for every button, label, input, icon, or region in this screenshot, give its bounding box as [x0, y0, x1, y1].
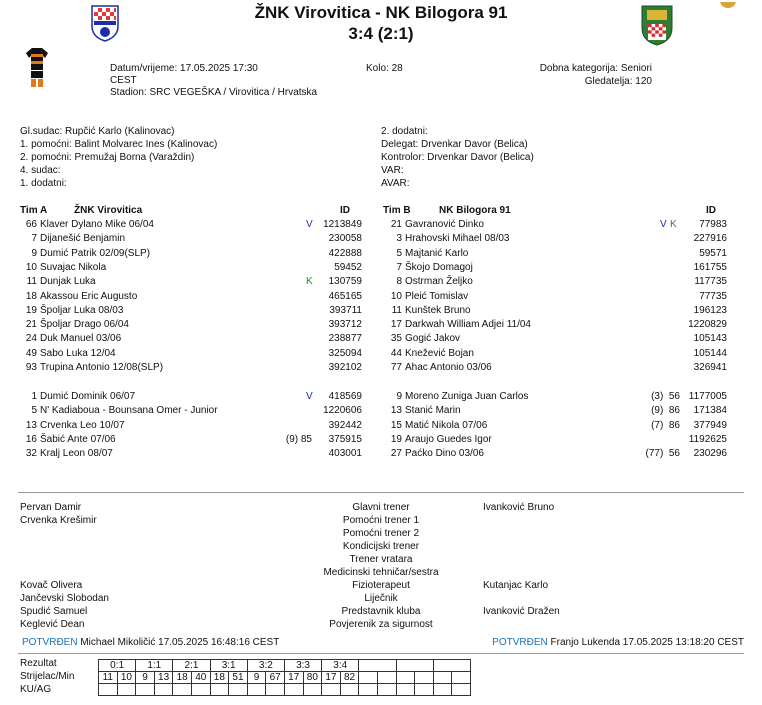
player-number: 3 [396, 233, 402, 245]
official-line: Kontrolor: Drvenkar Davor (Belica) [381, 152, 534, 163]
match-stadium: Stadion: SRC VEGEŠKA / Virovitica / Hrvatska [110, 87, 318, 98]
ku-ag-cell [396, 684, 415, 696]
sub-player-row [381, 433, 727, 447]
grid-divider [18, 653, 744, 654]
scorer-cell: 17 [322, 672, 341, 684]
player-number: 11 [26, 276, 37, 288]
staff-role: Pomoćni trener 1 [342, 515, 420, 526]
match-timezone: CEST [110, 75, 137, 86]
ku-ag-cell [191, 684, 210, 696]
scorer-cell: 51 [229, 672, 248, 684]
staff-role: Glavni trener [352, 502, 410, 513]
player-number: 1 [31, 391, 37, 402]
player-number: 77 [390, 362, 402, 373]
sub-info: (7) 86 [651, 419, 680, 431]
ku-ag-cell [377, 684, 396, 696]
scorer-cell: 11 [99, 672, 118, 684]
player-mark: V [306, 391, 313, 402]
sub-info: (3) 56 [651, 391, 680, 402]
score-cell [433, 660, 470, 672]
sub-player-row [20, 404, 365, 418]
player-id: 105144 [693, 347, 727, 359]
player-row [381, 275, 727, 289]
player-number: 18 [25, 290, 37, 302]
player-name: Dijanešić Benjamin [40, 233, 126, 245]
scorer-cell: 67 [266, 672, 285, 684]
player-row [20, 290, 365, 304]
ku-ag-cell [247, 684, 266, 696]
player-number: 17 [390, 319, 402, 331]
team-b-id-header: ID [706, 205, 716, 216]
player-name: Trupina Antonio 12/08(SLP) [40, 362, 164, 373]
player-name: Ostrman Željko [405, 276, 473, 288]
player-name: Dumić Dominik 06/07 [40, 391, 136, 402]
score-cell [396, 660, 433, 672]
scorer-cell [452, 672, 471, 684]
player-row [20, 304, 365, 318]
player-name: Duk Manuel 03/06 [40, 333, 122, 345]
sub-info: (9) 85 [285, 433, 312, 445]
sub-info: (77) 56 [645, 448, 680, 460]
team-b-label: Tim B [383, 205, 411, 216]
official-line: Gl.sudac: Rupčić Karlo (Kalinovac) [20, 126, 175, 137]
scorer-cell: 18 [173, 672, 192, 684]
player-name: Ahac Antonio 03/06 [405, 362, 492, 373]
ku-ag-cell [117, 684, 136, 696]
confirm-right-tag: POTVRĐEN [492, 637, 548, 648]
player-number: 44 [390, 347, 402, 359]
player-name: Akassou Eric Augusto [40, 290, 138, 302]
ku-ag-cell [340, 684, 359, 696]
player-name: Škojo Domagoj [405, 261, 473, 273]
ku-ag-cell [433, 684, 452, 696]
sub-player-row [381, 390, 727, 404]
player-name: Moreno Zuniga Juan Carlos [405, 391, 529, 402]
player-name: Gavranović Dinko [405, 219, 484, 230]
scorer-cell: 80 [303, 672, 322, 684]
player-id: 227916 [693, 233, 727, 245]
ku-ag-cell [284, 684, 303, 696]
ku-ag-cell [173, 684, 192, 696]
scorer-cell: 17 [284, 672, 303, 684]
player-row [20, 361, 365, 375]
player-name: Kunštek Bruno [405, 304, 471, 316]
section-divider [18, 492, 744, 493]
match-category: Dobna kategorija: Seniori [539, 63, 652, 74]
score-cell: 2:1 [173, 660, 210, 672]
player-id: 377949 [693, 419, 727, 431]
player-id: 230296 [693, 448, 727, 460]
player-row [20, 275, 365, 289]
player-number: 10 [390, 290, 402, 302]
player-id: 392442 [328, 419, 362, 431]
player-id: 59452 [334, 261, 362, 273]
scorer-cell: 13 [154, 672, 173, 684]
official-line: 2. dodatni: [381, 126, 428, 137]
score-cell: 3:4 [322, 660, 359, 672]
player-number: 11 [391, 304, 402, 316]
player-id: 1177005 [688, 391, 727, 402]
player-id: 392102 [328, 362, 362, 373]
match-round: Kolo: 28 [366, 63, 403, 74]
ku-ag-cell [415, 684, 434, 696]
player-mark: K [306, 276, 313, 288]
team-a-name: ŽNK Virovitica [74, 205, 143, 216]
player-number: 21 [25, 319, 37, 331]
player-mark: V [306, 219, 313, 230]
player-id: 465165 [328, 290, 362, 302]
player-row [20, 232, 365, 246]
official-line: Delegat: Drvenkar Davor (Belica) [381, 139, 528, 150]
player-number: 93 [25, 362, 37, 373]
player-row [381, 232, 727, 246]
player-id: 326941 [693, 362, 727, 373]
player-number: 8 [396, 276, 402, 288]
player-id: 196123 [693, 304, 727, 316]
player-name: Šabić Ante 07/06 [40, 433, 116, 445]
official-line: AVAR: [381, 178, 410, 189]
staff-home: Kovač Olivera [20, 580, 83, 591]
sub-player-row [20, 419, 365, 433]
player-name: Crvenka Leo 10/07 [40, 419, 125, 431]
result-label: Rezultat [20, 658, 57, 669]
official-line: VAR: [381, 165, 404, 176]
player-name: Stanić Marin [405, 405, 461, 417]
ku-ag-cell [322, 684, 341, 696]
score-cell: 3:1 [210, 660, 247, 672]
player-row [381, 247, 727, 261]
confirm-right [492, 637, 744, 648]
player-id: 1192625 [688, 433, 727, 445]
sub-player-row [20, 433, 365, 447]
player-number: 13 [390, 405, 402, 417]
player-name: Špoljar Drago 06/04 [40, 319, 129, 331]
staff-role: Fizioterapeut [352, 580, 410, 591]
player-number: 27 [390, 448, 402, 460]
confirm-left-text: Michael Mikoličić 17.05.2025 16:48:16 CEST [80, 637, 280, 648]
scorer-cell [377, 672, 396, 684]
player-number: 10 [25, 261, 37, 273]
staff-away: Ivanković Bruno [483, 502, 555, 513]
staff-role: Trener vratara [349, 554, 413, 565]
player-row [20, 347, 365, 361]
match-datetime: Datum/vrijeme: 17.05.2025 17:30 [110, 63, 258, 74]
player-name: Klaver Dylano Mike 06/04 [40, 219, 154, 230]
confirm-left-tag: POTVRĐEN [22, 637, 78, 648]
player-id: 1220829 [688, 319, 727, 331]
staff-home: Keglević Dean [20, 619, 85, 630]
staff-role: Predstavnik kluba [341, 606, 421, 617]
player-number: 5 [396, 247, 402, 259]
score-cell: 3:3 [284, 660, 321, 672]
player-id: 59571 [699, 247, 727, 259]
ku-ag-cell [359, 684, 378, 696]
player-row [20, 218, 365, 232]
staff-home: Jančevski Slobodan [20, 593, 109, 604]
score-cell: 3:2 [247, 660, 284, 672]
match-title: ŽNK Virovitica - NK Bilogora 91 [254, 3, 508, 22]
ku-ag-cell [210, 684, 229, 696]
player-id: 422888 [328, 247, 362, 259]
player-number: 32 [25, 448, 37, 460]
player-number: 9 [31, 247, 37, 259]
confirm-left [22, 637, 279, 648]
player-name: Dumić Patrik 02/09(SLP) [40, 247, 151, 259]
ku-ag-cell [452, 684, 471, 696]
staff-home: Crvenka Krešimir [20, 515, 97, 526]
player-row [381, 347, 727, 361]
player-number: 5 [31, 405, 37, 417]
sub-player-row [381, 447, 727, 461]
staff-away: Ivanković Dražen [483, 606, 560, 617]
player-number: 13 [25, 419, 37, 431]
player-name: Špoljar Luka 08/03 [40, 304, 124, 316]
player-row [20, 261, 365, 275]
player-name: Darkwah William Adjei 11/04 [405, 319, 531, 331]
staff-home: Spudić Samuel [20, 606, 88, 617]
player-row [381, 361, 727, 375]
staff-role: Kondicijski trener [342, 541, 420, 552]
player-name: Knežević Bojan [405, 347, 474, 359]
player-number: 15 [390, 419, 402, 431]
player-id: 117735 [694, 276, 727, 288]
staff-role: Povjerenik za sigurnost [329, 619, 433, 630]
sub-player-row [381, 404, 727, 418]
player-number: 16 [25, 433, 37, 445]
player-id: 230058 [328, 233, 362, 245]
player-number: 66 [25, 219, 37, 230]
player-name: Matić Nikola 07/06 [405, 419, 488, 431]
player-number: 7 [31, 233, 37, 245]
official-line: 1. pomoćni: Balint Molvarec Ines (Kalinovac) [20, 139, 218, 150]
scorer-cell [396, 672, 415, 684]
player-id: 105143 [693, 333, 727, 345]
player-name: N' Kadiaboua - Bounsana Omer - Junior [40, 405, 218, 417]
player-name: Araujo Guedes Igor [405, 433, 492, 445]
staff-role: Pomoćni trener 2 [342, 528, 420, 539]
sub-info: (9) 86 [651, 405, 680, 417]
scorer-cell: 40 [191, 672, 210, 684]
player-name: Suvajac Nikola [40, 261, 107, 273]
team-b-name: NK Bilogora 91 [439, 205, 511, 216]
player-number: 9 [396, 391, 402, 402]
player-id: 171384 [693, 405, 727, 417]
player-id: 1213849 [323, 219, 362, 230]
score-table [98, 659, 471, 696]
player-row [381, 261, 727, 275]
player-number: 7 [396, 261, 402, 273]
player-id: 393711 [329, 304, 362, 316]
scorer-cell: 10 [117, 672, 136, 684]
player-row [381, 318, 727, 332]
match-score: 3:4 (2:1) [348, 24, 414, 43]
ku-ag-cell [99, 684, 118, 696]
player-row [20, 332, 365, 346]
player-id: 375915 [328, 433, 362, 445]
scorer-cell: 9 [247, 672, 266, 684]
official-line: 2. pomoćni: Premužaj Borna (Varaždin) [20, 152, 195, 163]
confirm-right-text: Franjo Lukenda 17.05.2025 13:18:20 CEST [550, 637, 744, 648]
scorer-cell: 82 [340, 672, 359, 684]
player-id: 130759 [328, 276, 362, 288]
official-line: 1. dodatni: [20, 178, 67, 189]
score-cell [359, 660, 396, 672]
ku-ag-cell [303, 684, 322, 696]
staff-role: Liječnik [364, 593, 398, 604]
sub-player-row [20, 390, 365, 404]
scorer-cell [359, 672, 378, 684]
ku-ag-cell [266, 684, 285, 696]
player-name: Kralj Leon 08/07 [40, 448, 113, 460]
player-name: Paćko Dino 03/06 [405, 448, 484, 460]
player-number: 19 [390, 433, 402, 445]
sub-player-row [20, 447, 365, 461]
scorer-cell [415, 672, 434, 684]
scorer-cell: 18 [210, 672, 229, 684]
official-line: 4. sudac: [20, 165, 61, 176]
player-id: 238877 [328, 333, 362, 345]
match-spectators: Gledatelja: 120 [584, 76, 652, 87]
score-cell: 0:1 [99, 660, 136, 672]
player-id: 325094 [328, 347, 362, 359]
player-name: Majtanić Karlo [405, 247, 469, 259]
player-id: 1220606 [323, 405, 362, 417]
player-row [381, 290, 727, 304]
player-id: 418569 [328, 391, 362, 402]
ku-ag-cell [229, 684, 248, 696]
player-id: 161755 [693, 261, 727, 273]
score-cell: 1:1 [136, 660, 173, 672]
player-name: Dunjak Luka [40, 276, 96, 288]
player-row [20, 318, 365, 332]
player-name: Pleić Tomislav [405, 290, 469, 302]
team-a-id-header: ID [340, 205, 350, 216]
kit-icon [26, 48, 48, 88]
scorer-cell [433, 672, 452, 684]
player-name: Gogić Jakov [405, 333, 461, 345]
staff-away: Kutanjac Karlo [483, 580, 549, 591]
player-number: 19 [25, 304, 37, 316]
ku-ag-label: KU/AG [20, 684, 52, 695]
player-mark: V [660, 219, 667, 230]
player-number: 49 [25, 347, 37, 359]
staff-home: Pervan Damir [20, 502, 82, 513]
player-id: 393712 [328, 319, 362, 331]
player-number: 24 [25, 333, 37, 345]
scorer-cell: 9 [136, 672, 155, 684]
player-row [381, 332, 727, 346]
player-row [381, 304, 727, 318]
sub-player-row [381, 419, 727, 433]
player-mark-2: K [670, 219, 677, 230]
player-row [20, 247, 365, 261]
player-row [381, 218, 727, 232]
player-number: 21 [390, 219, 402, 230]
team-a-label: Tim A [20, 205, 48, 216]
player-name: Sabo Luka 12/04 [40, 347, 116, 359]
staff-role: Medicinski tehničar/sestra [323, 567, 439, 578]
player-id: 403001 [328, 448, 362, 460]
ku-ag-cell [154, 684, 173, 696]
player-number: 35 [390, 333, 402, 345]
player-id: 77735 [699, 290, 727, 302]
player-id: 77983 [699, 219, 727, 230]
ku-ag-cell [136, 684, 155, 696]
scorer-label: Strijelac/Min [20, 671, 75, 682]
player-name: Hrahovski Mihael 08/03 [405, 233, 510, 245]
